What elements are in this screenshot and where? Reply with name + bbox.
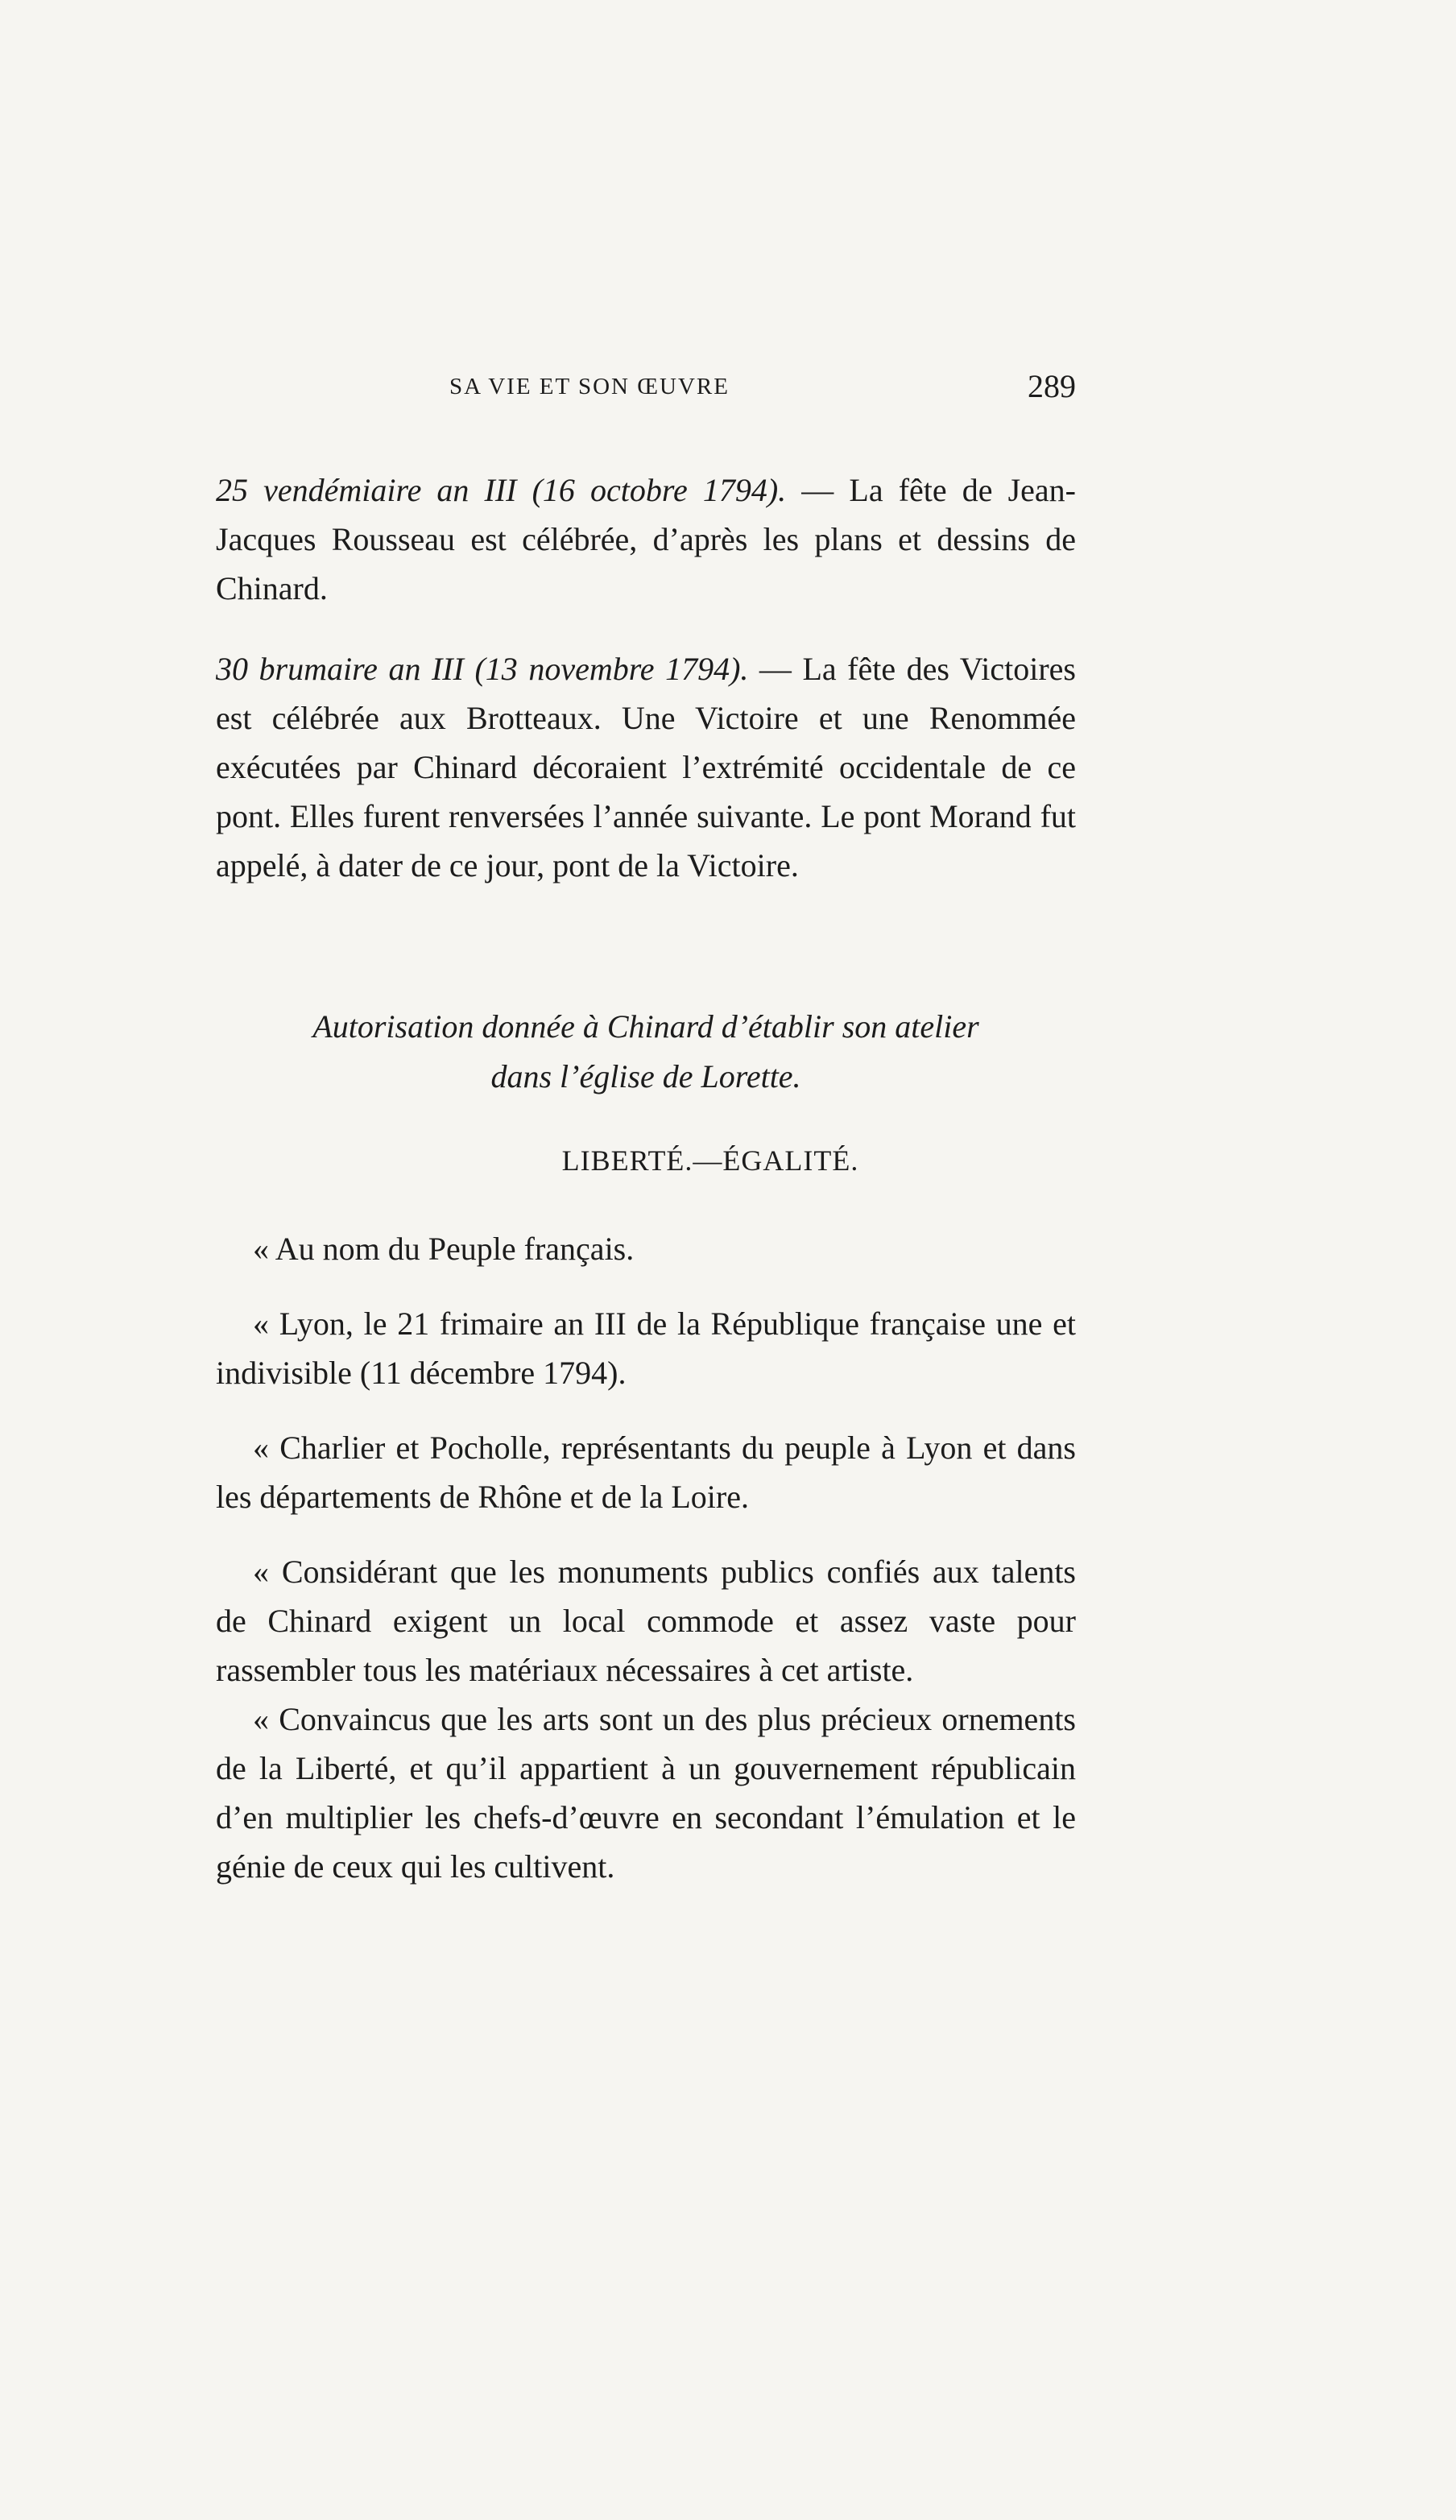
page-number: 289 bbox=[1028, 368, 1076, 404]
running-head bbox=[216, 367, 1076, 416]
section-heading-line: Autorisation donnée à Chinard d’établir son atelier bbox=[312, 1008, 979, 1045]
decree-text bbox=[216, 1224, 1076, 1891]
decree-paragraph: « Au nom du Peuple français. bbox=[253, 1231, 635, 1267]
entry-fete-rousseau bbox=[216, 466, 1076, 613]
entry-text: — La fête des Victoires est célébrée aux Brotteaux. Une Victoire et une Renommée exécutées par Chinard décoraient l’extrémité occidentale de ce pont. Elles furent renversées l’année suivante. Le pont Morand fut appelé, à dater de ce jour, pont de la Victoire. bbox=[216, 651, 1076, 883]
running-title: SA VIE ET SON ŒUVRE bbox=[449, 374, 730, 399]
entry-paragraph bbox=[216, 644, 1076, 890]
decree-paragraph: « Lyon, le 21 frimaire an III de la République française une et indivisible (11 décembre 1794). bbox=[216, 1306, 1076, 1391]
entry-fete-victoires bbox=[216, 644, 1076, 890]
section-heading bbox=[216, 1002, 1076, 1102]
decree-paragraph: « Convaincus que les arts sont un des plus précieux ornements de la Liberté, et qu’il appartient à un gouvernement républicain d’en multiplier les chefs-d’œuvre en secondant l’émulation et le génie de ceux qui les cultivent. bbox=[216, 1701, 1076, 1885]
decree-paragraph: « Considérant que les monuments publics confiés aux talents de Chinard exigent un local commode et assez vaste pour rassembler tous les matériaux nécessaires à cet artiste. bbox=[216, 1554, 1076, 1688]
motto: LIBERTÉ.—ÉGALITÉ. bbox=[561, 1144, 859, 1177]
decree-paragraph: « Charlier et Pocholle, représentants du peuple à Lyon et dans les départements de Rhône et de la Loire. bbox=[216, 1430, 1076, 1515]
entry-paragraph bbox=[216, 466, 1076, 613]
entry-text: — La fête de Jean-Jacques Rousseau est célébrée, d’après les plans et dessins de Chinard. bbox=[216, 472, 1076, 606]
entry-date: 25 vendémiaire an III (16 octobre 1794). bbox=[216, 472, 787, 508]
section-heading-line: dans l’église de Lorette. bbox=[490, 1058, 801, 1094]
entry-date: 30 brumaire an III (13 novembre 1794). bbox=[216, 651, 749, 687]
